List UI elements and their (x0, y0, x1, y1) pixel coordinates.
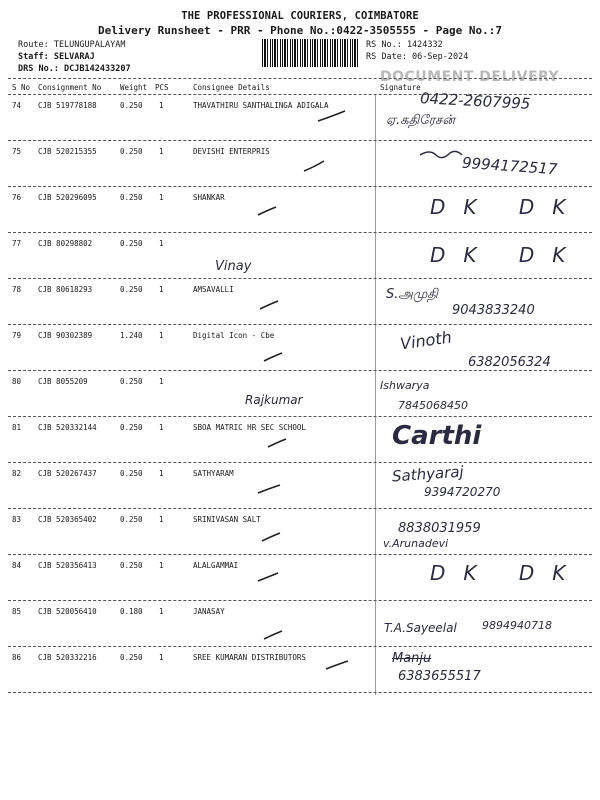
signature-text: 9043833240 (452, 303, 535, 318)
row-consignee: SREE KUMARAN DISTRIBUTORS (193, 653, 306, 662)
signature-text: 8838031959 (398, 521, 481, 536)
barcode (262, 39, 358, 67)
row-consignment: CJB 520267437 (38, 469, 97, 478)
row-weight: 0.250 (120, 147, 143, 156)
row-sno: 76 (12, 193, 22, 202)
row-sno: 84 (12, 561, 22, 570)
row-pcs: 1 (159, 193, 164, 202)
row-pcs: 1 (159, 469, 164, 478)
row-weight: 0.250 (120, 377, 143, 386)
signature-text: 6383655517 (398, 669, 481, 684)
row-weight: 0.250 (120, 101, 143, 110)
row-consignee: SRINIVASAN SALT (193, 515, 261, 524)
row-consignee: Digital Icon - Cbe (193, 331, 275, 340)
row-consignment: CJB 80298802 (38, 239, 93, 248)
runsheet-title: Delivery Runsheet - PRR - Phone No.:0422-3505555 - Page No.:7 (98, 24, 502, 37)
document-delivery-stamp: DOCUMENT DELIVERY (380, 69, 560, 85)
row-pcs: 1 (159, 561, 164, 570)
row-consignee: DEVISHI ENTERPRIS (193, 147, 270, 156)
row-weight: 0.250 (120, 285, 143, 294)
row-pcs: 1 (159, 607, 164, 616)
row-consignment: CJB 80618293 (38, 285, 93, 294)
signature-text: DK DK (430, 561, 584, 585)
row-pcs: 1 (159, 147, 164, 156)
row-consignee: THAVATHIRU SANTHALINGA ADIGALA (193, 101, 329, 110)
row-consignment: CJB 520296095 (38, 193, 97, 202)
row-consignee: AMSAVALLI (193, 285, 234, 294)
row-weight: 0.250 (120, 239, 143, 248)
row-pcs: 1 (159, 515, 164, 524)
row-sno: 78 (12, 285, 22, 294)
drs-number: DRS No.: DCJB142433207 (18, 64, 131, 74)
row-sno: 74 (12, 101, 22, 110)
row-weight: 0.250 (120, 561, 143, 570)
signature-text: 6382056324 (468, 355, 551, 370)
signature-text: Vinoth (398, 327, 453, 354)
row-weight: 0.250 (120, 193, 143, 202)
row-weight: 0.250 (120, 469, 143, 478)
signature-text: S.அமுதி (386, 287, 438, 302)
row-consignment: CJB 520332216 (38, 653, 97, 662)
row-pcs: 1 (159, 331, 164, 340)
row-sno: 83 (12, 515, 22, 524)
header-divider-top (8, 78, 592, 79)
signature-text: 0422-2607995 (419, 89, 531, 113)
row-sno: 82 (12, 469, 22, 478)
col-pcs-header: PCS (155, 83, 169, 92)
row-sno: 77 (12, 239, 22, 248)
signature-text: 9994172517 (461, 153, 558, 179)
row-consignment: CJB 520356413 (38, 561, 97, 570)
row-consignee: JANASAY (193, 607, 225, 616)
route-label: Route: TELUNGUPALAYAM (18, 40, 126, 50)
row-consignee: SBOA MATRIC HR SEC SCHOOL (193, 423, 306, 432)
row-weight: 0.250 (120, 653, 143, 662)
staff-label: Staff: SELVARAJ (18, 52, 95, 62)
row-sno: 81 (12, 423, 22, 432)
company-title: THE PROFESSIONAL COURIERS, COIMBATORE (181, 10, 419, 22)
row-pcs: 1 (159, 239, 164, 248)
row-consignment: CJB 90302389 (38, 331, 93, 340)
signature-text: 7845068450 (398, 399, 468, 412)
rs-date: RS Date: 06-Sep-2024 (366, 52, 469, 62)
signature-text: DK DK (430, 195, 584, 219)
signature-text: Ishwarya (380, 379, 430, 392)
col-weight-header: Weight (120, 83, 148, 92)
row-consignment: CJB 519778188 (38, 101, 97, 110)
col-signature-header: Signature (380, 83, 421, 92)
signature-text: v.Arunadevi (383, 537, 449, 550)
row-sno: 80 (12, 377, 22, 386)
row-pcs: 1 (159, 653, 164, 662)
row-divider (8, 692, 592, 693)
row-consignee: SATHYARAM (193, 469, 234, 478)
row-consignment: CJB 8055209 (38, 377, 88, 386)
row-sno: 75 (12, 147, 22, 156)
col-consignment-header: Consignment No (38, 83, 102, 92)
row-consignment: CJB 520056410 (38, 607, 97, 616)
signature-text: ஏ.கதிரேசன் (386, 113, 455, 128)
row-weight: 0.180 (120, 607, 143, 616)
row-weight: 1.240 (120, 331, 143, 340)
handwritten-name: Rajkumar (245, 393, 303, 407)
row-sno: 85 (12, 607, 22, 616)
row-weight: 0.250 (120, 515, 143, 524)
row-consignee: ALALGAMMAI (193, 561, 239, 570)
col-consignee-header: Consignee Details (193, 83, 270, 92)
signature-text: 9894940718 (482, 619, 552, 632)
table-row (0, 647, 600, 701)
signature-text: T.A.Sayeelal (384, 621, 457, 635)
signature-text: Carthi (392, 421, 482, 451)
row-weight: 0.250 (120, 423, 143, 432)
row-pcs: 1 (159, 101, 164, 110)
row-consignment: CJB 520365402 (38, 515, 97, 524)
row-pcs: 1 (159, 377, 164, 386)
row-consignee: SHANKAR (193, 193, 225, 202)
row-consignment: CJB 520332144 (38, 423, 97, 432)
handwritten-name: Vinay (215, 259, 252, 274)
signature-text: 9394720270 (424, 485, 501, 499)
signature-text: DK DK (430, 243, 584, 267)
row-pcs: 1 (159, 423, 164, 432)
signature-text: Sathyaraj (391, 462, 465, 486)
row-sno: 79 (12, 331, 22, 340)
col-sno-header: S No (12, 83, 31, 92)
signature-text: Manju (392, 651, 432, 666)
row-sno: 86 (12, 653, 22, 662)
row-consignment: CJB 520215355 (38, 147, 97, 156)
rs-number: RS No.: 1424332 (366, 40, 443, 50)
row-pcs: 1 (159, 285, 164, 294)
